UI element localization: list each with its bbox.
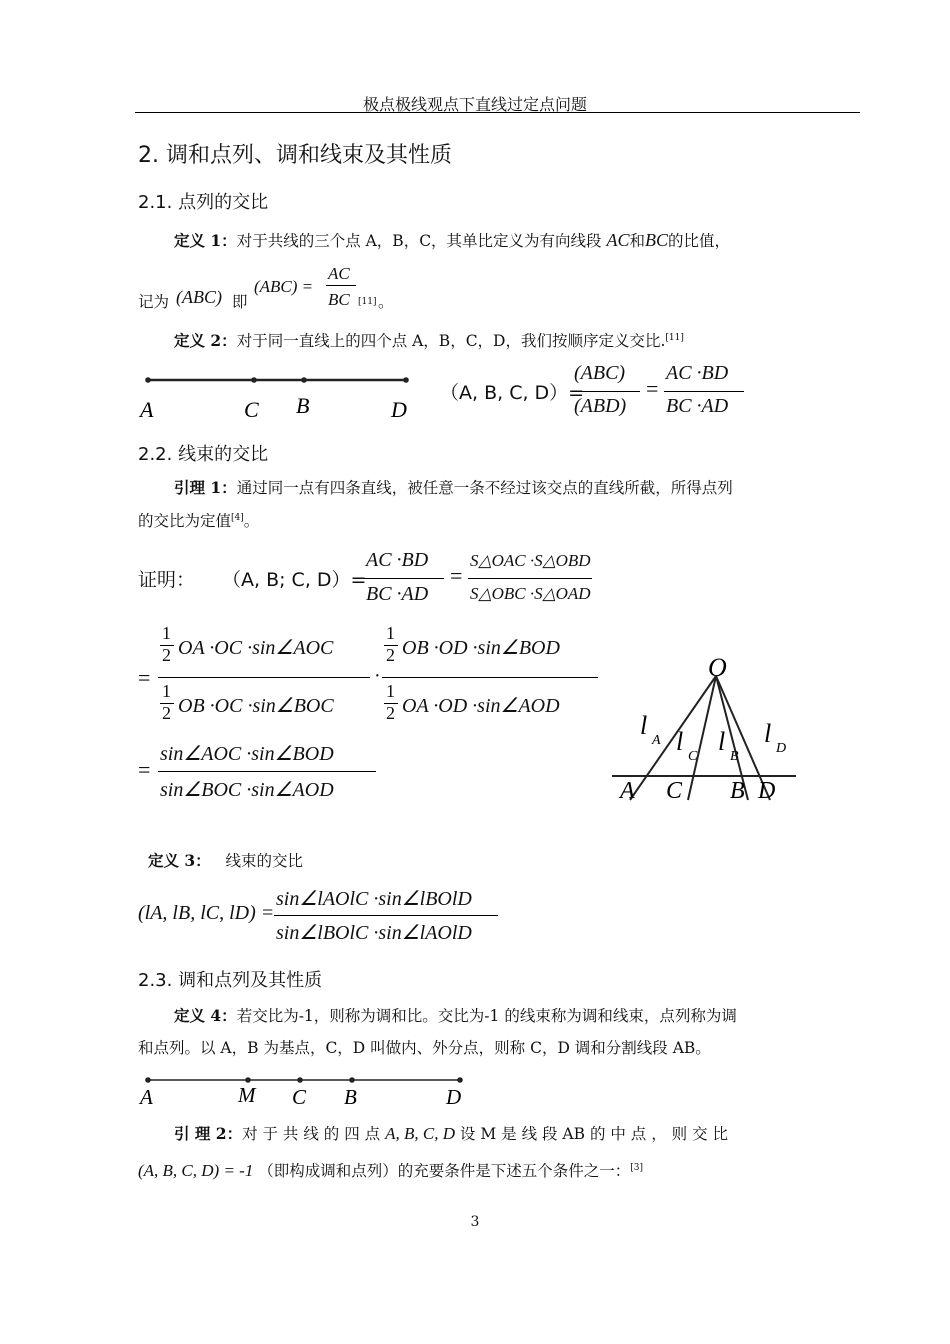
period: 。 bbox=[243, 512, 260, 531]
pencil-lhs: (lA, lB, lC, lD) = bbox=[138, 902, 275, 924]
point-b bbox=[301, 377, 307, 383]
fraction-bar bbox=[364, 578, 444, 579]
fraction-bar bbox=[572, 391, 640, 392]
point-b bbox=[349, 1077, 355, 1083]
page-number: 3 bbox=[470, 1214, 480, 1230]
pencil-cross-ratio-formula bbox=[138, 884, 538, 954]
equals: = bbox=[646, 376, 659, 401]
formula-den-2: BC ·AD bbox=[666, 395, 729, 417]
equals: = bbox=[450, 563, 463, 588]
half-den: 2 bbox=[386, 703, 395, 723]
proof-final-den: sin∠BOC ·sin∠AOD bbox=[160, 779, 334, 801]
citation: [11] bbox=[358, 297, 377, 307]
point-d bbox=[457, 1077, 463, 1083]
label-ld-sub: D bbox=[776, 741, 787, 756]
label-b: B bbox=[730, 778, 745, 804]
subsection-title-2-2: 2.2. 线束的交比 bbox=[138, 444, 269, 465]
citation: [3] bbox=[630, 1163, 644, 1173]
area-boc: OB ·OC ·sin∠BOC bbox=[178, 695, 334, 717]
label-ld: l bbox=[764, 719, 772, 748]
times-dot: · bbox=[374, 665, 381, 687]
half-num: 1 bbox=[386, 681, 395, 701]
half-num: 1 bbox=[162, 681, 171, 701]
lemma-1-label: 引理 1： bbox=[174, 478, 237, 497]
lemma-2-label: 引 理 2： bbox=[174, 1124, 243, 1143]
definition-2-label: 定义 2： bbox=[174, 331, 237, 351]
proof-num-2: S△OAC ·S△OBD bbox=[470, 551, 591, 570]
label-c: C bbox=[292, 1085, 307, 1109]
definition-4 bbox=[138, 1006, 860, 1058]
proof-final-num: sin∠AOC ·sin∠BOD bbox=[160, 743, 334, 765]
area-bod: OB ·OD ·sin∠BOD bbox=[402, 637, 560, 659]
lemma-2-text-1a: 对 于 共 线 的 四 点 bbox=[242, 1125, 381, 1143]
proof-label: 证明： bbox=[138, 569, 196, 591]
period: 。 bbox=[378, 293, 394, 311]
label-la-sub: A bbox=[652, 733, 661, 748]
fraction-bar bbox=[326, 285, 356, 286]
proof-den-2: S△OBC ·S△OAD bbox=[470, 584, 591, 603]
lemma-2-text-1b: 设 M 是 线 段 AB 的 中 点 ， 则 交 比 bbox=[459, 1125, 729, 1143]
equals: = bbox=[138, 665, 151, 690]
single-ratio-lhs: (ABC) = bbox=[254, 277, 314, 296]
namely-text: 即 bbox=[232, 293, 248, 311]
label-b: B bbox=[344, 1085, 357, 1109]
definition-2 bbox=[174, 328, 864, 351]
subsection-title-2-1: 2.1. 点列的交比 bbox=[138, 192, 269, 213]
definition-3-text: 线束的交比 bbox=[225, 852, 303, 870]
segment-bc: BC bbox=[645, 230, 669, 250]
label-c: C bbox=[244, 397, 259, 422]
citation: [4] bbox=[231, 513, 244, 523]
pencil-den: sin∠lBOlC ·sin∠lAOlD bbox=[276, 922, 472, 944]
area-aoc: OA ·OC ·sin∠AOC bbox=[178, 637, 334, 659]
half-den: 2 bbox=[162, 703, 171, 723]
proof-block bbox=[138, 545, 608, 815]
lemma-1-text-2: 的交比为定值 bbox=[138, 512, 232, 531]
pencil-of-lines-figure bbox=[608, 650, 803, 810]
label-a: A bbox=[620, 778, 635, 804]
label-d: D bbox=[758, 778, 776, 804]
half-den: 2 bbox=[162, 645, 171, 665]
formula-den-1: (ABD) bbox=[574, 395, 627, 417]
label-lb: l bbox=[718, 727, 726, 756]
half-den: 2 bbox=[386, 645, 395, 665]
label-lc-sub: C bbox=[688, 749, 698, 764]
half-num: 1 bbox=[162, 623, 171, 643]
point-a bbox=[145, 1077, 151, 1083]
lemma-2-line1 bbox=[174, 1124, 864, 1144]
fraction-bar bbox=[274, 915, 498, 916]
fraction-bar bbox=[382, 677, 598, 678]
lemma-1 bbox=[138, 478, 860, 531]
lemma-1-text-1: 通过同一点有四条直线，被任意一条不经过该交点的直线所截，所得点列 bbox=[236, 479, 733, 497]
point-c bbox=[297, 1077, 303, 1083]
single-ratio-symbol: (ABC) bbox=[176, 287, 222, 307]
label-c: C bbox=[666, 778, 683, 804]
label-o: O bbox=[708, 653, 727, 682]
harmonic-condition: (A, B, C, D) = -1 bbox=[138, 1161, 254, 1181]
cross-ratio-formula bbox=[440, 362, 770, 422]
pencil-num: sin∠lAOlC ·sin∠lBOlD bbox=[276, 888, 472, 910]
lemma-2-text-2: （即构成调和点列）的充要条件是下述五个条件之一： bbox=[258, 1162, 631, 1181]
label-lb-sub: B bbox=[730, 749, 739, 764]
header-rule bbox=[135, 112, 860, 113]
half-num: 1 bbox=[386, 623, 395, 643]
running-header: 极点极线观点下直线过定点问题 bbox=[362, 95, 587, 114]
definition-4-label: 定义 4： bbox=[174, 1006, 237, 1025]
formula-num-1: (ABC) bbox=[574, 362, 626, 384]
definition-3-label: 定义 3： bbox=[148, 851, 211, 870]
label-a: A bbox=[140, 1085, 153, 1109]
definition-1-label: 定义 1： bbox=[174, 231, 237, 250]
formula-num-2: AC ·BD bbox=[666, 362, 729, 384]
and-text: 和 bbox=[629, 232, 646, 250]
proof-den-1: BC ·AD bbox=[366, 583, 429, 605]
definition-1-end: 的比值， bbox=[668, 232, 731, 250]
label-lc: l bbox=[676, 727, 684, 756]
label-m: M bbox=[238, 1083, 256, 1107]
fraction-bar bbox=[158, 677, 370, 678]
equals: = bbox=[138, 757, 151, 782]
label-d: D bbox=[391, 397, 407, 422]
definition-1-line1 bbox=[174, 230, 864, 251]
section-title: 2. 调和点列、调和线束及其性质 bbox=[138, 143, 452, 168]
subsection-title-2-3: 2.3. 调和点列及其性质 bbox=[138, 970, 323, 991]
denote-text: 记为 bbox=[138, 293, 170, 311]
area-aod: OA ·OD ·sin∠AOD bbox=[402, 695, 560, 717]
lemma-2-line2 bbox=[138, 1158, 860, 1181]
fraction-bar bbox=[468, 578, 592, 579]
four-points: A, B, C, D bbox=[385, 1124, 455, 1143]
label-b: B bbox=[296, 393, 310, 418]
single-ratio-den: BC bbox=[328, 290, 350, 309]
definition-4-text-1: 若交比为-1，则称为调和比。交比为-1 的线束称为调和线束，点列称为调 bbox=[236, 1007, 737, 1025]
proof-num-1: AC ·BD bbox=[366, 549, 429, 571]
segment-ac: AC bbox=[606, 230, 630, 250]
fraction-bar bbox=[664, 391, 744, 392]
definition-1-text: 对于共线的三个点 A，B，C，其单比定义为有向线段 bbox=[236, 232, 602, 250]
definition-3 bbox=[148, 851, 303, 871]
point-a bbox=[145, 377, 151, 383]
citation: [11] bbox=[665, 333, 684, 343]
label-d: D bbox=[446, 1085, 462, 1109]
single-ratio-num: AC bbox=[328, 264, 350, 283]
collinear-points-figure bbox=[138, 365, 413, 425]
point-c bbox=[251, 377, 257, 383]
definition-4-text-2: 和点列。以 A，B 为基点，C，D 叫做内、外分点，则称 C，D 调和分割线段 AB。 bbox=[138, 1039, 711, 1057]
label-la: l bbox=[640, 711, 648, 740]
fraction-bar bbox=[158, 771, 376, 772]
label-a: A bbox=[140, 397, 154, 422]
harmonic-points-figure bbox=[138, 1072, 468, 1112]
point-d bbox=[403, 377, 409, 383]
definition-2-text: 对于同一直线上的四个点 A，B，C，D，我们按顺序定义交比. bbox=[236, 332, 666, 351]
formula-lhs: （A, B, C, D）= bbox=[440, 382, 585, 404]
point-m bbox=[245, 1077, 251, 1083]
proof-lhs: （A, B; C, D）= bbox=[222, 569, 367, 591]
